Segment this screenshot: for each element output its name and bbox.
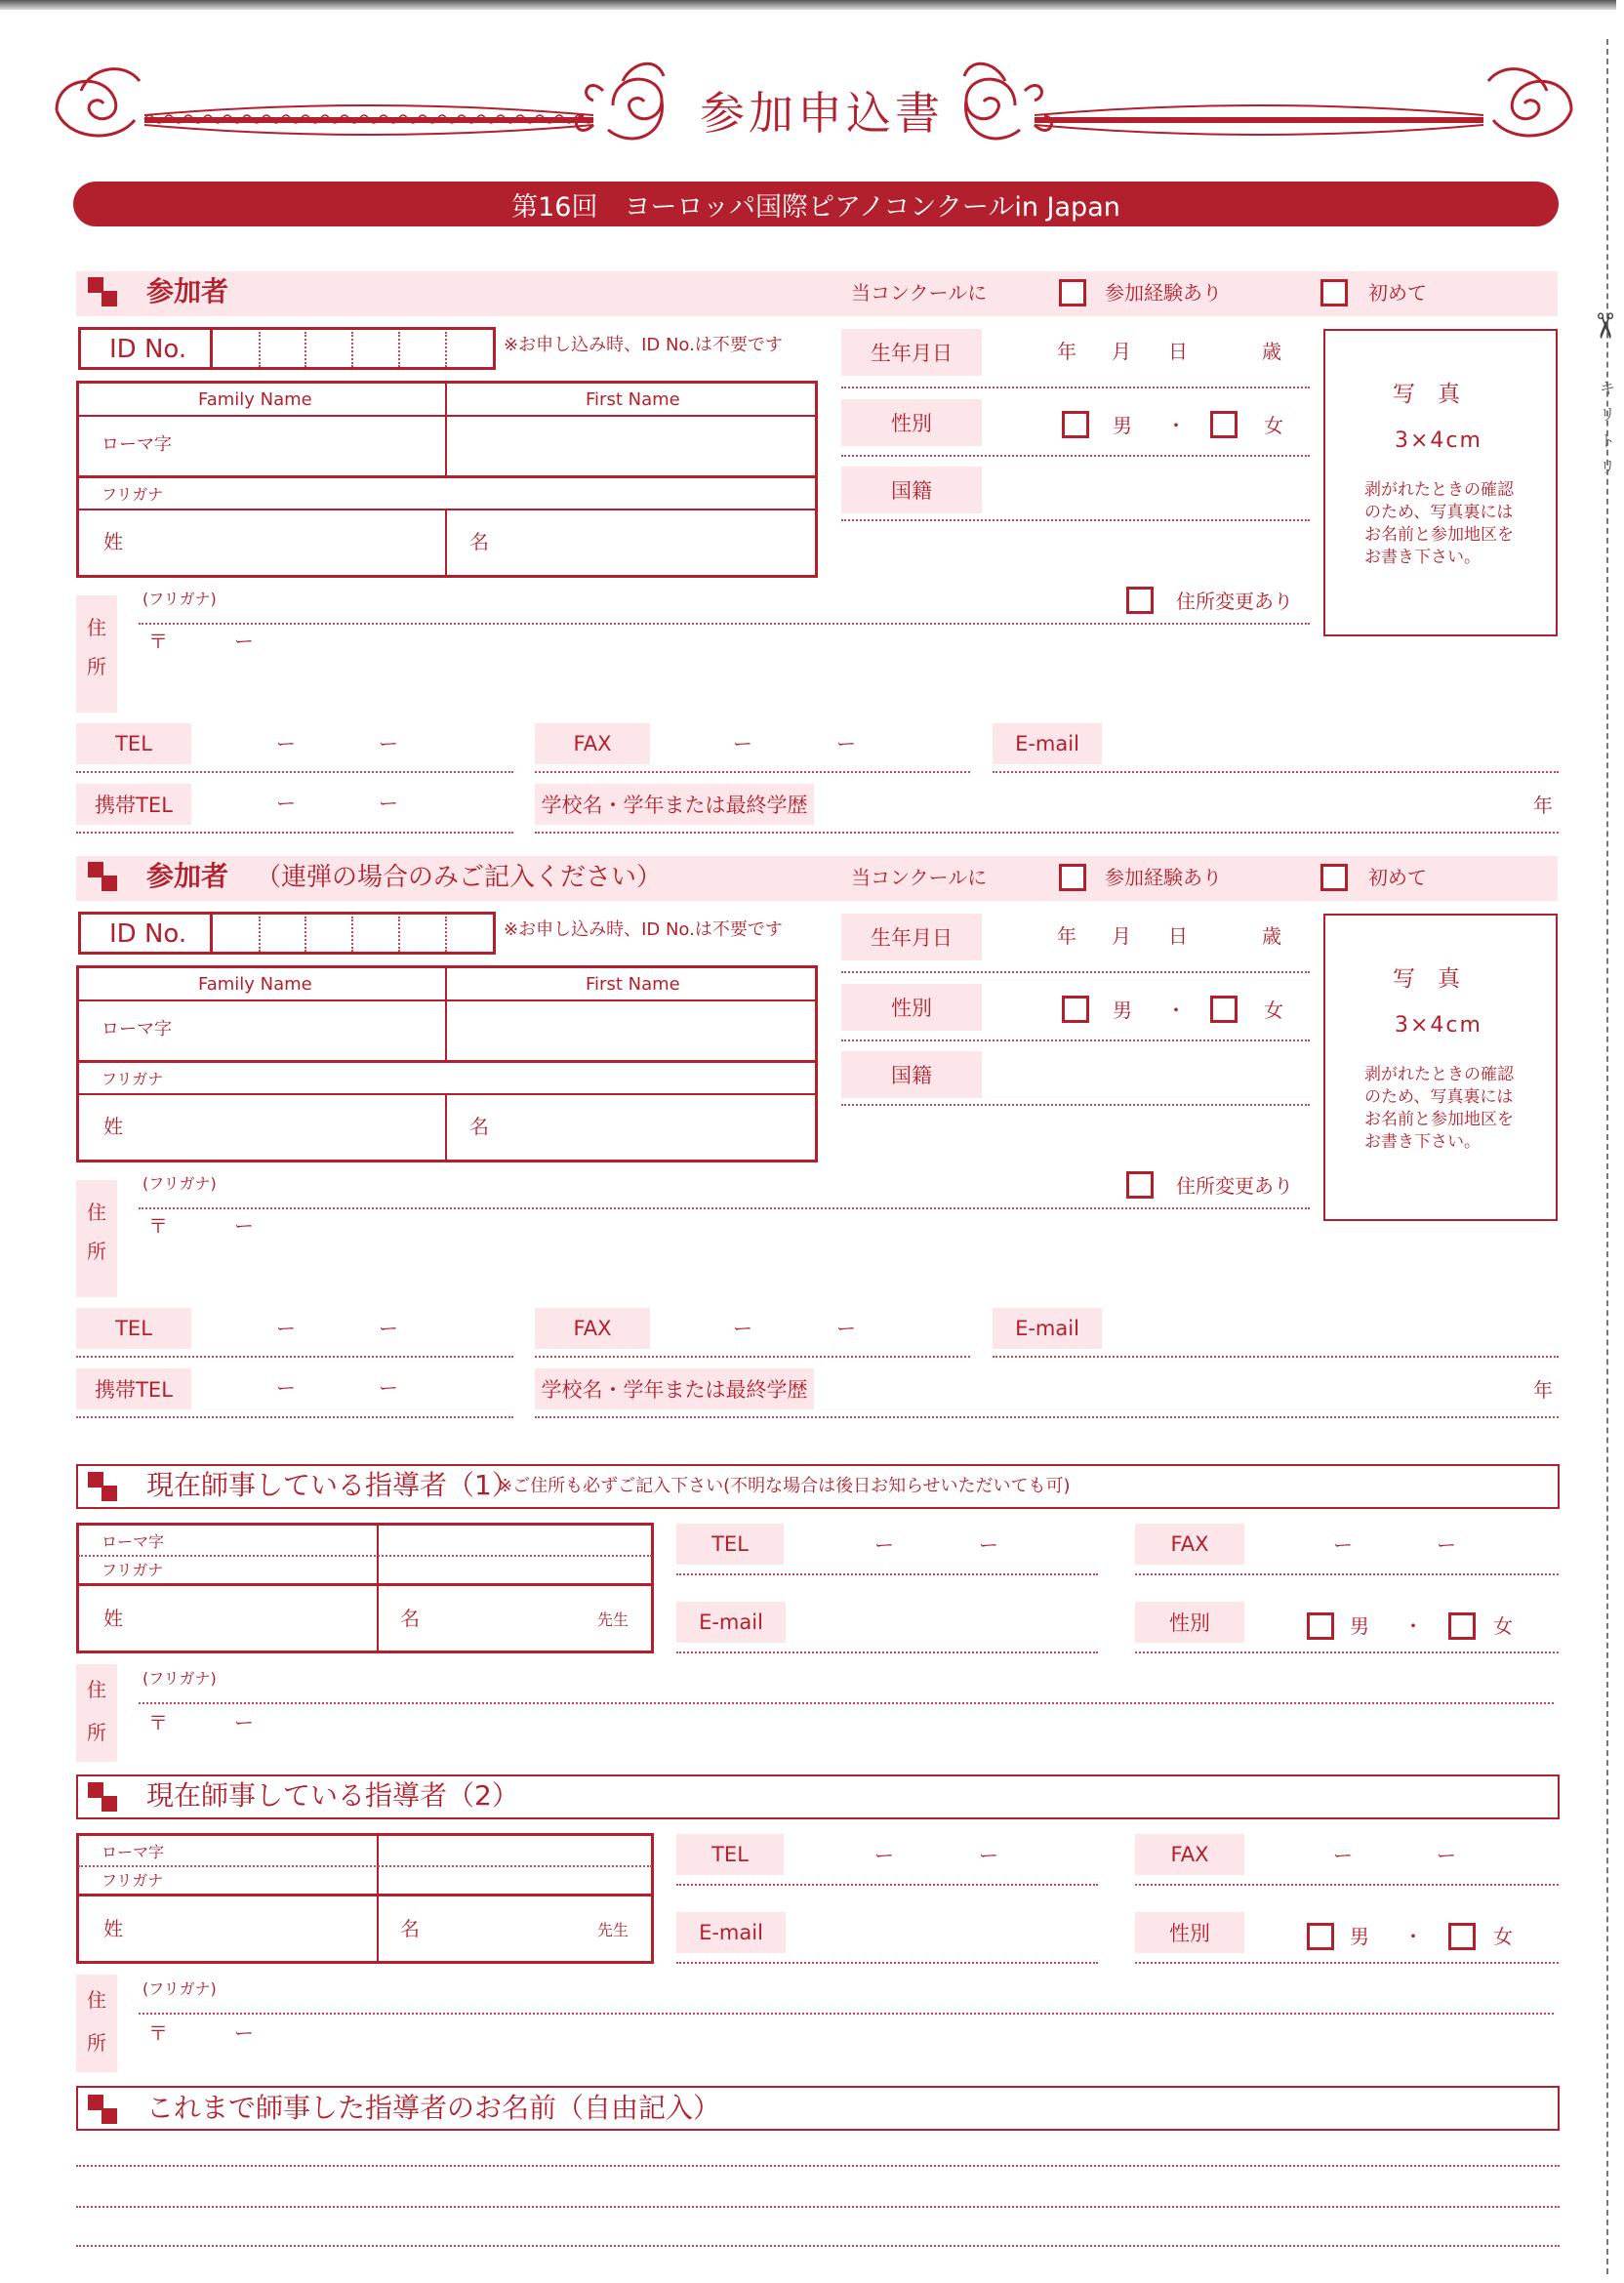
nationality-label — [841, 1051, 982, 1098]
teacher-email-field[interactable] — [676, 1651, 1098, 1653]
fax-dash-2: ー — [836, 1317, 856, 1340]
fax-dash-2: ー — [836, 732, 856, 755]
divider — [377, 1523, 379, 1653]
tel-text: TEL — [115, 1317, 152, 1340]
section-heading-note: （連弾の場合のみご記入ください） — [256, 863, 663, 892]
id-note: ※お申し込み時、ID No.は不要です — [504, 919, 783, 940]
postal-dash: ー — [234, 1711, 254, 1734]
teacher-sensei-label: 先生 — [597, 1921, 629, 1939]
photo-size: 3×4cm — [1395, 428, 1482, 453]
divider — [76, 509, 818, 510]
mobile-dash-1: ー — [276, 1376, 296, 1400]
female-checkbox[interactable] — [1210, 996, 1238, 1023]
scissors-icon: ✂ — [1584, 310, 1624, 342]
teacher-male-label: 男 — [1350, 1614, 1369, 1638]
teacher-male-label: 男 — [1350, 1925, 1369, 1948]
teacher-tel-text: TEL — [711, 1843, 749, 1866]
teacher-note: ※ご住所も必ずご記入下さい(不明な場合は後日お知らせいただいても可) — [498, 1476, 1071, 1496]
postal-dash: ー — [234, 1214, 254, 1238]
romaji-family-name-field[interactable] — [176, 1002, 443, 1059]
teacher-email-field[interactable] — [676, 1962, 1098, 1964]
fax-dash-1: ー — [733, 732, 752, 755]
mobile-dash-2: ー — [379, 1376, 398, 1400]
address-change-label: 住所変更あり — [1176, 590, 1293, 613]
section-icon — [88, 862, 117, 891]
tel-dash-1: ー — [276, 1317, 296, 1340]
address-furigana-label: (フリガナ) — [142, 590, 217, 608]
teacher-address-furigana-field[interactable] — [139, 1702, 1554, 1704]
teacher-fax-dash-2: ー — [1437, 1844, 1456, 1867]
male-label: 男 — [1113, 414, 1132, 437]
teacher-address-furigana-field[interactable] — [139, 2013, 1554, 2015]
mobile-dash-2: ー — [379, 792, 398, 815]
teacher-tel-label — [676, 1524, 784, 1565]
divider — [76, 475, 818, 478]
teacher-fax-dash-2: ー — [1437, 1533, 1456, 1557]
experience-checkbox[interactable] — [1059, 279, 1086, 306]
teacher-tel-label — [676, 1834, 784, 1875]
teacher-first-name-label: 名 — [400, 1607, 420, 1630]
address-change-checkbox[interactable] — [1126, 1171, 1154, 1199]
teacher-address-1: 住 — [87, 1988, 106, 2012]
experience-label: 参加経験あり — [1105, 281, 1222, 305]
divider — [76, 1583, 654, 1586]
divider — [445, 509, 447, 578]
month-label: 月 — [1112, 924, 1131, 948]
teacher-address-2: 所 — [87, 2031, 106, 2055]
past-teachers-line-1[interactable] — [76, 2165, 1560, 2167]
teacher-heading: 現在師事している指導者（2） — [146, 1779, 519, 1812]
family-name-header: Family Name — [198, 389, 312, 410]
separator: ・ — [1403, 1925, 1423, 1948]
first-name-header: First Name — [586, 974, 680, 995]
divider — [377, 1833, 379, 1964]
contest-label: 当コンクールに — [851, 866, 988, 889]
id-digit-divider — [259, 917, 261, 952]
divider — [445, 1093, 447, 1162]
birth-date-label — [841, 329, 982, 376]
id-note: ※お申し込み時、ID No.は不要です — [504, 335, 783, 355]
email-label — [993, 1308, 1102, 1349]
teacher-romaji-field[interactable] — [381, 1526, 650, 1580]
past-teachers-line-2[interactable] — [76, 2206, 1560, 2208]
address-change-label: 住所変更あり — [1176, 1174, 1293, 1198]
participant-section-1 — [0, 0, 1616, 817]
nationality-text: 国籍 — [891, 1064, 932, 1087]
school-label — [535, 1368, 814, 1409]
day-label: 日 — [1168, 924, 1188, 948]
section-heading: 参加者 — [146, 860, 229, 892]
teacher-family-name-label: 姓 — [103, 1917, 123, 1940]
teacher-gender-text: 性別 — [1169, 1611, 1210, 1635]
tel-text: TEL — [115, 732, 152, 755]
teacher-heading: 現在師事している指導者（1） — [146, 1469, 519, 1501]
birth-date-field[interactable] — [841, 387, 1310, 388]
address-label — [76, 1180, 117, 1297]
fax-dash-1: ー — [733, 1317, 752, 1340]
year-label: 年 — [1057, 924, 1076, 948]
male-checkbox[interactable] — [1062, 411, 1089, 438]
first-time-checkbox[interactable] — [1320, 864, 1348, 891]
divider — [1135, 1962, 1559, 1964]
address-field[interactable] — [139, 1214, 1310, 1292]
gender-label — [841, 984, 982, 1031]
teacher-tel-dash-2: ー — [979, 1533, 998, 1557]
postal-dash: ー — [234, 630, 254, 653]
teacher-fax-text: FAX — [1170, 1843, 1209, 1866]
female-label: 女 — [1264, 999, 1283, 1022]
teacher-gender-label — [1135, 1602, 1244, 1643]
first-name-kanji-label: 名 — [469, 1115, 489, 1138]
page-title: 参加申込書 — [700, 87, 944, 140]
mobile-tel-label — [76, 1368, 191, 1409]
divider — [210, 327, 213, 370]
id-digit-divider — [304, 917, 306, 952]
email-text: E-mail — [1015, 1317, 1079, 1340]
photo-title: 写 真 — [1393, 382, 1460, 407]
teacher-family-name-label: 姓 — [103, 1607, 123, 1630]
family-name-kanji-label: 姓 — [103, 1115, 123, 1138]
tel-field[interactable] — [76, 1356, 513, 1358]
id-label: ID No. — [109, 335, 187, 364]
female-label: 女 — [1264, 414, 1283, 437]
birth-date-text: 生年月日 — [871, 342, 953, 365]
name-table — [76, 965, 818, 1162]
address-label-1: 住 — [87, 1201, 106, 1224]
grade-year-label: 年 — [1533, 794, 1553, 817]
postal-mark: 〒 — [148, 2021, 168, 2045]
email-text: E-mail — [1015, 732, 1079, 755]
id-digit-divider — [351, 917, 353, 952]
teacher-furigana-label: フリガナ — [102, 1871, 164, 1890]
first-time-label: 初めて — [1368, 281, 1427, 305]
tel-dash-1: ー — [276, 732, 296, 755]
birth-date-field[interactable] — [841, 971, 1310, 973]
fax-field[interactable] — [535, 1356, 970, 1358]
past-teachers-line-3[interactable] — [76, 2245, 1560, 2247]
fax-label — [535, 1308, 650, 1349]
teacher-gender-text: 性別 — [1169, 1922, 1210, 1945]
address-furigana-label: (フリガナ) — [142, 1174, 217, 1193]
teacher-tel-dash-2: ー — [979, 1844, 998, 1867]
nationality-text: 国籍 — [891, 479, 932, 503]
section-icon — [88, 2095, 117, 2124]
address-label-2: 所 — [87, 655, 106, 678]
teacher-female-label: 女 — [1493, 1614, 1513, 1638]
romaji-label: ローマ字 — [102, 1019, 172, 1040]
id-digit-divider — [398, 332, 400, 367]
teacher-email-text: E-mail — [699, 1921, 763, 1944]
participant-section-2 — [0, 585, 1616, 1402]
divider — [76, 1060, 818, 1063]
teacher-address-field[interactable] — [139, 2018, 1554, 2067]
teacher-romaji-field[interactable] — [381, 1836, 650, 1891]
teacher-tel-field[interactable] — [676, 1573, 1098, 1575]
month-label: 月 — [1112, 340, 1131, 363]
address-furigana-field[interactable] — [139, 1207, 1310, 1209]
postal-mark: 〒 — [148, 1711, 168, 1734]
teacher-romaji-label: ローマ字 — [102, 1843, 165, 1861]
divider — [445, 965, 447, 1063]
id-digit-divider — [445, 332, 447, 367]
female-checkbox[interactable] — [1210, 411, 1238, 438]
past-teachers-heading: これまで師事した指導者のお名前（自由記入） — [146, 2092, 721, 2124]
divider — [76, 999, 818, 1001]
teacher-tel-text: TEL — [711, 1532, 749, 1556]
id-digit-divider — [351, 332, 353, 367]
teacher-male-checkbox[interactable] — [1307, 1612, 1334, 1640]
divider — [841, 455, 1310, 457]
birth-date-text: 生年月日 — [871, 926, 953, 950]
nationality-field[interactable] — [841, 1104, 1310, 1106]
gender-text: 性別 — [891, 412, 932, 435]
tel-dash-2: ー — [379, 732, 398, 755]
teacher-tel-dash-1: ー — [874, 1533, 894, 1557]
teacher-gender-label — [1135, 1912, 1244, 1953]
first-name-header: First Name — [586, 389, 680, 410]
divider — [76, 1894, 654, 1896]
contest-label: 当コンクールに — [851, 281, 988, 305]
id-digit-divider — [398, 917, 400, 952]
birth-date-label — [841, 914, 982, 960]
id-digit-divider — [445, 917, 447, 952]
romaji-first-name-field[interactable] — [449, 418, 814, 474]
postal-mark: 〒 — [148, 1214, 168, 1238]
name-table — [76, 381, 818, 578]
photo-note: 剥がれたときの確認のため、写真裏にはお名前と参加地区をお書き下さい。 — [1364, 480, 1514, 567]
teacher-address-field[interactable] — [139, 1708, 1554, 1757]
teacher-fax-text: FAX — [1170, 1532, 1209, 1556]
id-digit-divider — [304, 332, 306, 367]
teacher-fax-field[interactable] — [1135, 1884, 1559, 1886]
gender-text: 性別 — [891, 997, 932, 1020]
experience-checkbox[interactable] — [1059, 864, 1086, 891]
banner-text: 第16回 ヨーロッパ国際ピアノコンクールin Japan — [511, 191, 1120, 223]
teacher-fax-dash-1: ー — [1333, 1533, 1353, 1557]
divider — [76, 1093, 818, 1095]
teacher-address-1: 住 — [87, 1678, 106, 1701]
teacher-tel-dash-1: ー — [874, 1844, 894, 1867]
romaji-label: ローマ字 — [102, 434, 172, 455]
teacher-female-checkbox[interactable] — [1448, 1612, 1476, 1640]
section-icon — [88, 277, 117, 306]
divider — [1135, 1651, 1559, 1653]
teacher-email-text: E-mail — [699, 1610, 763, 1634]
day-label: 日 — [1168, 340, 1188, 363]
postal-dash: ー — [234, 2021, 254, 2045]
male-label: 男 — [1113, 999, 1132, 1022]
furigana-label: フリガナ — [102, 485, 164, 504]
teacher-female-label: 女 — [1493, 1925, 1513, 1948]
mobile-tel-text: 携帯TEL — [95, 1378, 173, 1402]
id-digit-divider — [259, 332, 261, 367]
separator: ・ — [1166, 999, 1186, 1022]
teacher-fax-label — [1135, 1524, 1244, 1565]
teacher-male-checkbox[interactable] — [1307, 1923, 1334, 1950]
photo-note: 剥がれたときの確認のため、写真裏にはお名前と参加地区をお書き下さい。 — [1364, 1065, 1514, 1152]
tel-dash-2: ー — [379, 1317, 398, 1340]
id-label: ID No. — [109, 919, 187, 949]
teacher-first-name-label: 名 — [400, 1917, 420, 1940]
teacher-tel-field[interactable] — [676, 1884, 1098, 1886]
photo-title: 写 真 — [1393, 966, 1460, 992]
gender-label — [841, 399, 982, 446]
section-icon — [88, 1782, 117, 1812]
first-time-label: 初めて — [1368, 866, 1427, 889]
divider — [210, 912, 213, 955]
first-time-checkbox[interactable] — [1320, 279, 1348, 306]
teacher-address-furigana-label: (フリガナ) — [142, 1979, 217, 1998]
school-text: 学校名・学年または最終学歴 — [541, 794, 808, 817]
romaji-family-name-field[interactable] — [176, 418, 443, 474]
teacher-female-checkbox[interactable] — [1448, 1923, 1476, 1950]
divider — [76, 415, 818, 417]
address-label-2: 所 — [87, 1240, 106, 1263]
separator: ・ — [1403, 1614, 1423, 1638]
age-label: 歳 — [1262, 340, 1281, 363]
furigana-label: フリガナ — [102, 1070, 164, 1088]
teacher-fax-field[interactable] — [1135, 1573, 1559, 1575]
experience-label: 参加経験あり — [1105, 866, 1222, 889]
family-name-header: Family Name — [198, 974, 312, 995]
teacher-address-furigana-label: (フリガナ) — [142, 1669, 217, 1688]
fax-text: FAX — [573, 732, 612, 755]
divider — [841, 1040, 1310, 1041]
mobile-tel-text: 携帯TEL — [95, 794, 173, 817]
teacher-furigana-label: フリガナ — [102, 1561, 164, 1579]
email-field[interactable] — [993, 1356, 1559, 1358]
nationality-label — [841, 467, 982, 513]
mobile-tel-field[interactable] — [76, 1416, 513, 1418]
teacher-fax-dash-1: ー — [1333, 1844, 1353, 1867]
year-label: 年 — [1057, 340, 1076, 363]
school-field[interactable] — [535, 1416, 1559, 1418]
divider — [445, 381, 447, 478]
family-name-kanji-label: 姓 — [103, 530, 123, 553]
first-name-kanji-label: 名 — [469, 530, 489, 553]
address-label-1: 住 — [87, 616, 106, 639]
male-checkbox[interactable] — [1062, 996, 1089, 1023]
teacher-sensei-label: 先生 — [597, 1610, 629, 1629]
separator: ・ — [1166, 414, 1186, 437]
school-text: 学校名・学年または最終学歴 — [541, 1378, 808, 1402]
tel-label — [76, 1308, 191, 1349]
grade-year-label: 年 — [1533, 1378, 1553, 1402]
teacher-romaji-label: ローマ字 — [102, 1532, 165, 1551]
teacher-address-2: 所 — [87, 1721, 106, 1744]
age-label: 歳 — [1262, 924, 1281, 948]
section-icon — [88, 1472, 117, 1501]
nationality-field[interactable] — [841, 519, 1310, 521]
romaji-first-name-field[interactable] — [449, 1002, 814, 1059]
teacher-fax-label — [1135, 1834, 1244, 1875]
postal-mark: 〒 — [148, 630, 168, 653]
photo-size: 3×4cm — [1395, 1013, 1482, 1038]
teacher-email-label — [676, 1602, 786, 1643]
section-heading: 参加者 — [146, 275, 229, 307]
teacher-email-label — [676, 1912, 786, 1953]
cut-label: キリトリ — [1599, 379, 1615, 476]
mobile-dash-1: ー — [276, 792, 296, 815]
fax-text: FAX — [573, 1317, 612, 1340]
